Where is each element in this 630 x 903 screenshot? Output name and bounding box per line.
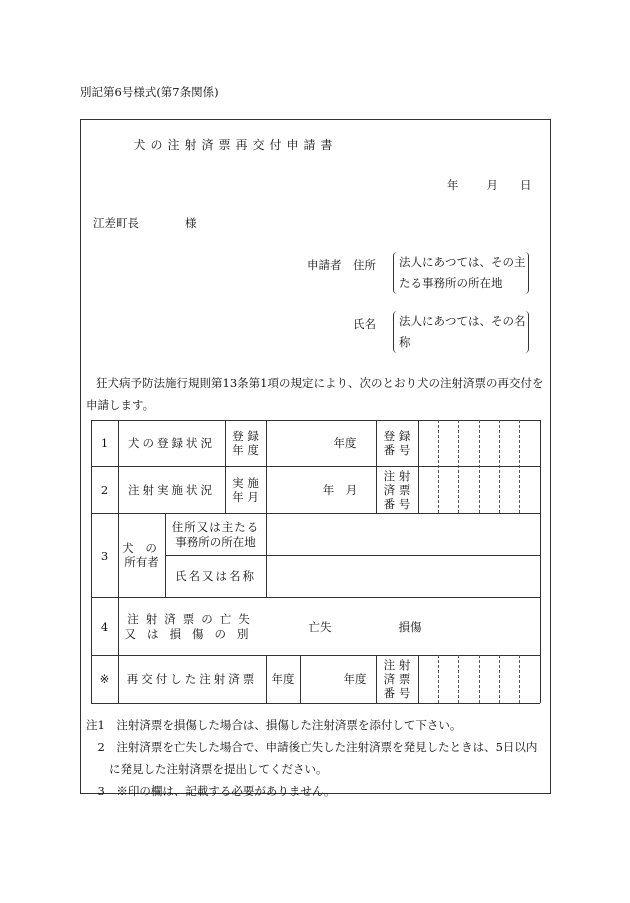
row2-label: 注射実施状況 <box>128 483 215 497</box>
date-row <box>447 177 532 193</box>
row5-sub: 年度 <box>271 672 295 686</box>
date-day: 日 <box>520 178 532 192</box>
row5-mark: ※ <box>99 672 110 686</box>
form-caption: 別記第6号様式(第7条関係) <box>80 85 219 99</box>
date-month: 月 <box>486 178 498 192</box>
row4-label2: 又は損傷の別 <box>124 627 260 641</box>
note-3: 3 ※印の欄は、記載する必要がありません。 <box>86 784 336 798</box>
row2-num3: 番 号 <box>383 497 411 511</box>
row1-label: 犬の登録状況 <box>128 436 215 450</box>
row1-sub2: 年 度 <box>232 443 259 457</box>
row5-label: 再交付した注射済票 <box>126 672 258 686</box>
addressee <box>93 215 197 231</box>
row2-value: 年 月 <box>322 483 358 497</box>
row4-option1: 亡失 <box>308 620 332 634</box>
name-label: 氏名 <box>353 317 376 331</box>
row3-addr1: 住所又は主たる <box>171 520 260 534</box>
row1-sub1: 登 録 <box>232 429 259 443</box>
row1-number: 1 <box>100 436 109 450</box>
row4-option2: 損傷 <box>398 620 422 634</box>
name-hint-2: 称 <box>399 335 411 349</box>
row5-value: 年度 <box>343 672 367 686</box>
address-label: 住所 <box>353 258 376 272</box>
row1-value: 年度 <box>333 436 357 450</box>
row3-label1: 犬 の <box>122 541 161 555</box>
row3-number: 3 <box>100 549 109 563</box>
date-year: 年 <box>447 178 459 192</box>
notes <box>86 714 537 802</box>
note-1: 注1 注射済票を損傷した場合は、損傷した注射済票を添付して下さい。 <box>86 718 462 732</box>
address-hint-1: 法人にあつては、その主 <box>399 255 526 269</box>
row2-num2: 済 票 <box>383 483 411 497</box>
row1-num2: 番 号 <box>383 443 411 457</box>
row2-number: 2 <box>100 483 109 497</box>
row2-sub1: 実 施 <box>232 476 259 490</box>
row4-number: 4 <box>100 620 109 634</box>
body-text: 狂犬病予防法施行規則第13条第1項の規定により、次のとおり犬の注射済票の再交付を申請します。 <box>86 376 544 412</box>
form-title: 犬の注射済票再交付申請書 <box>133 138 338 152</box>
row4-label1: 注射済票の亡失 <box>127 612 257 626</box>
row1-num1: 登 録 <box>383 429 411 443</box>
row5-num3: 番 号 <box>383 686 411 700</box>
applicant-label: 申請者 <box>307 258 342 272</box>
row2-num1: 注 射 <box>383 469 411 483</box>
row3-addr2: 事務所の所在地 <box>175 535 256 549</box>
row3-label2: 所有者 <box>124 555 159 569</box>
row5-num2: 済 票 <box>383 672 411 686</box>
addressee-name: 江差町長 <box>93 216 139 230</box>
row5-num1: 注 射 <box>383 658 411 672</box>
note-2-cont: に発見した注射済票を提出してください。 <box>86 762 328 776</box>
row2-sub2: 年 月 <box>232 490 259 504</box>
row3-name: 氏名又は名称 <box>175 569 256 583</box>
note-2: 2 注射済票を亡失した場合で、申請後亡失した注射済票を発見したときは、5日以内 <box>86 740 538 754</box>
name-hint-1: 法人にあつては、その名 <box>399 314 526 328</box>
address-hint-2: たる事務所の所在地 <box>399 276 503 290</box>
addressee-suffix: 様 <box>185 216 197 230</box>
